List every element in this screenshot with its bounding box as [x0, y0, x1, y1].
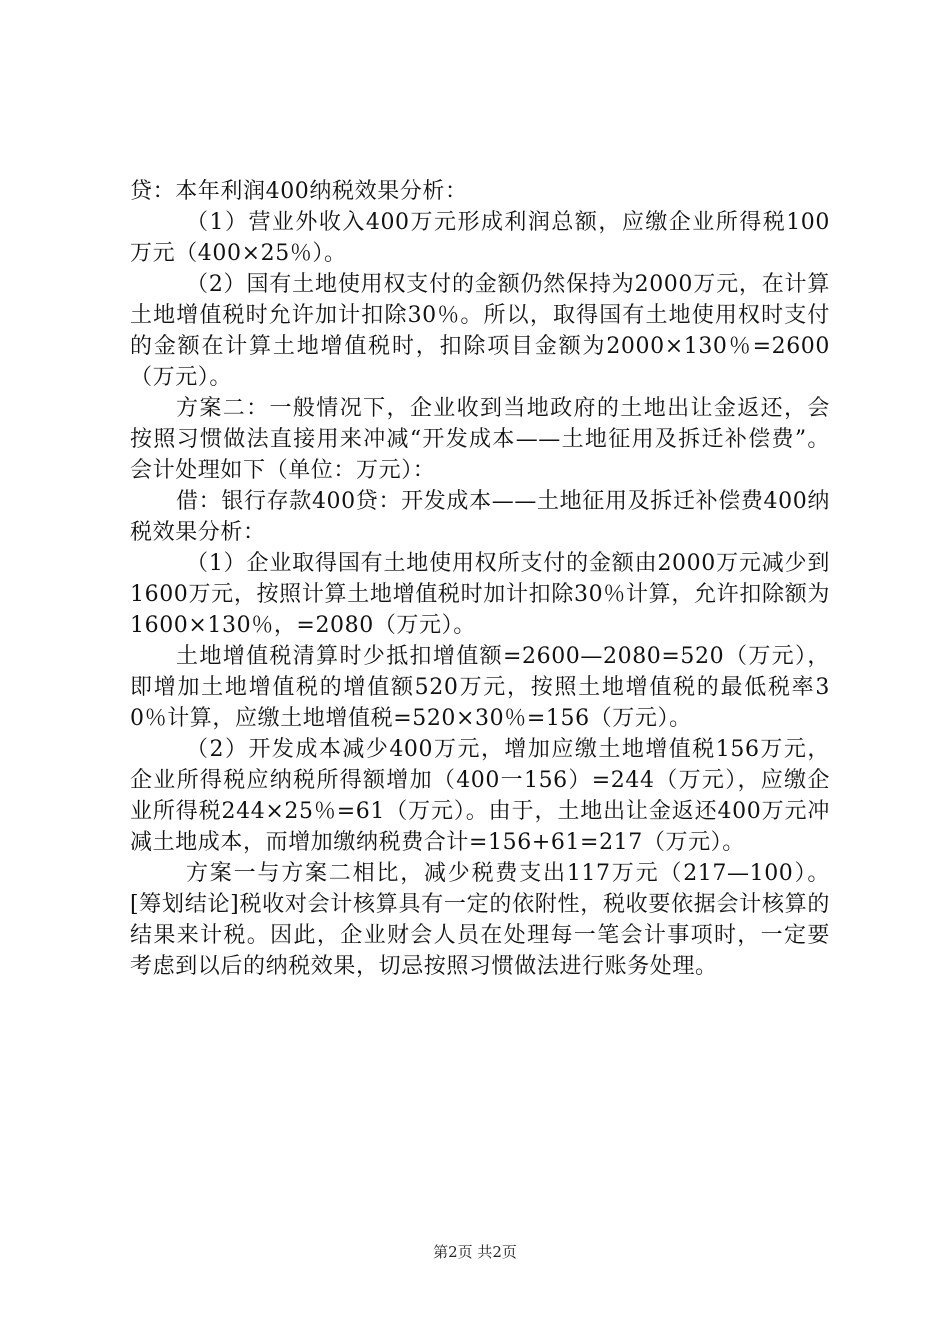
- paragraph-land-vat: 土地增值税清算时少抵扣增值额=2600—2080=520（万元），即增加土地增值税的增值额520万元，按照土地增值税的最低税率30％计算，应缴土地增值税=520×30％=156（万元）。: [130, 644, 830, 731]
- paragraph-plan-two: 方案二：一般情况下，企业收到当地政府的土地出让金返还，会按照习惯做法直接用来冲减“开发成本——土地征用及拆迁补偿费”。会计处理如下（单位：万元）：: [130, 396, 830, 483]
- document-body: [130, 176, 830, 982]
- paragraph-credit-profit: 贷：本年利润400纳税效果分析：: [130, 179, 468, 204]
- paragraph-analysis-2: （2）国有土地使用权支付的金额仍然保持为2000万元，在计算土地增值税时允许加计扣除30％。所以，取得国有土地使用权时支付的金额在计算土地增值税时，扣除项目金额为2000×130％=2600（万元）。: [130, 272, 830, 390]
- paragraph-plan-two-analysis-2: （2）开发成本减少400万元，增加应缴土地增值税156万元，企业所得税应纳税所得额增加（400一156）=244（万元），应缴企业所得税244×25％=61（万元）。由于，土地出让金返还400万元冲减土地成本，而增加缴纳税费合计=156+61=217（万元）。: [130, 737, 830, 855]
- paragraph-conclusion: 方案一与方案二相比，减少税费支出117万元（217—100）。[筹划结论]税收对会计核算具有一定的依附性，税收要依据会计核算的结果来计税。因此，企业财会人员在处理每一笔会计事项时，一定要考虑到以后的纳税效果，切忌按照习惯做法进行账务处理。: [130, 861, 830, 979]
- paragraph-journal-entry: 借：银行存款400贷：开发成本——土地征用及拆迁补偿费400纳税效果分析：: [130, 489, 830, 545]
- paragraph-analysis-1: （1）营业外收入400万元形成利润总额，应缴企业所得税100万元（400×25％）。: [130, 210, 830, 266]
- page-footer: 第2页 共2页: [433, 1243, 517, 1261]
- paragraph-plan-two-analysis-1: （1）企业取得国有土地使用权所支付的金额由2000万元减少到1600万元，按照计算土地增值税时加计扣除30％计算，允许扣除额为1600×130％，=2080（万元）。: [130, 551, 830, 638]
